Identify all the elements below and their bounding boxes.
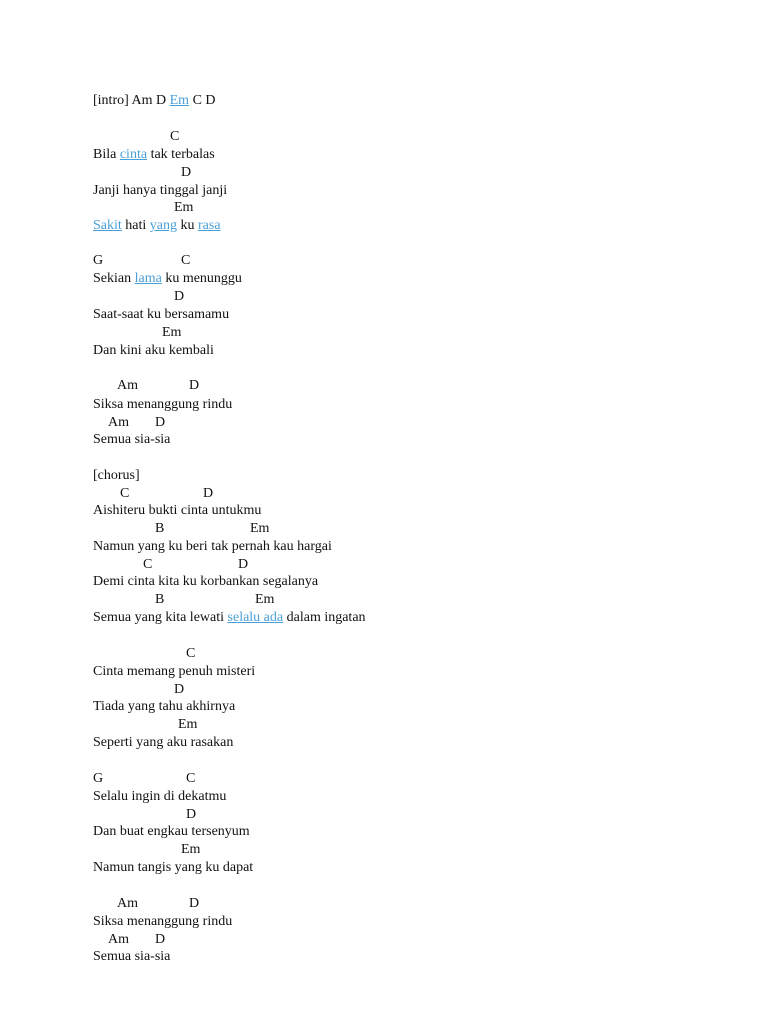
chord-label bbox=[108, 931, 129, 949]
text-segment: Tiada yang tahu akhirnya bbox=[93, 699, 236, 714]
text-segment: Siksa menanggung rindu bbox=[93, 397, 233, 412]
lyric-line bbox=[93, 431, 170, 449]
chord-label bbox=[93, 770, 103, 788]
chord-label bbox=[108, 414, 129, 432]
text-segment: Janji hanya tinggal janji bbox=[93, 183, 228, 198]
chord-label bbox=[93, 252, 103, 270]
chord-label bbox=[155, 414, 165, 432]
inline-link[interactable]: lama bbox=[134, 271, 162, 286]
text-segment: Demi cinta kita ku korbankan segalanya bbox=[93, 574, 319, 589]
text-segment: Em bbox=[250, 521, 270, 536]
chord-label bbox=[189, 377, 199, 395]
text-segment: G bbox=[93, 771, 104, 786]
text-segment: C bbox=[143, 557, 153, 572]
lyric-line bbox=[93, 663, 255, 681]
text-segment: Dan buat engkau tersenyum bbox=[93, 824, 250, 839]
text-segment: Em bbox=[162, 325, 182, 340]
text-segment: G bbox=[93, 253, 104, 268]
text-segment: ku menunggu bbox=[161, 271, 242, 286]
chord-label bbox=[186, 770, 195, 788]
text-segment: D bbox=[203, 486, 214, 501]
lyric-line bbox=[93, 217, 221, 235]
text-segment: D bbox=[155, 932, 166, 947]
text-segment: Selalu ingin di dekatmu bbox=[93, 789, 227, 804]
inline-link[interactable]: Em bbox=[169, 93, 190, 108]
lyric-line bbox=[93, 396, 232, 414]
lyric-line bbox=[93, 948, 170, 966]
text-segment: D bbox=[189, 378, 200, 393]
lyric-line bbox=[93, 270, 242, 288]
lyric-line bbox=[93, 538, 332, 556]
chord-label bbox=[255, 591, 274, 609]
text-segment: Am bbox=[117, 378, 138, 393]
text-segment: C bbox=[170, 129, 180, 144]
chord-label bbox=[203, 485, 213, 503]
text-segment: D bbox=[186, 807, 197, 822]
lyric-line bbox=[93, 859, 253, 877]
chord-label bbox=[117, 377, 138, 395]
text-segment: D bbox=[174, 682, 185, 697]
lyric-line bbox=[93, 306, 229, 324]
text-segment: Semua sia-sia bbox=[93, 432, 171, 447]
text-segment: D bbox=[174, 289, 185, 304]
inline-link[interactable]: Sakit bbox=[93, 218, 122, 233]
chord-label bbox=[170, 128, 179, 146]
lyric-line bbox=[93, 502, 261, 520]
text-segment: B bbox=[155, 592, 165, 607]
text-segment: ku bbox=[177, 218, 198, 233]
text-segment: Em bbox=[181, 842, 201, 857]
chord-label bbox=[117, 895, 138, 913]
chord-label bbox=[189, 895, 199, 913]
inline-link[interactable]: rasa bbox=[198, 218, 221, 233]
chord-label bbox=[162, 324, 181, 342]
chord-label bbox=[120, 485, 129, 503]
chord-label bbox=[178, 716, 197, 734]
lyric-line bbox=[93, 698, 235, 716]
lyric-line bbox=[93, 788, 226, 806]
chord-label bbox=[181, 164, 191, 182]
chord-label bbox=[155, 520, 164, 538]
lyric-line bbox=[93, 734, 233, 752]
text-segment: hati bbox=[121, 218, 150, 233]
text-segment: Bila bbox=[93, 147, 120, 162]
lyric-line bbox=[93, 573, 318, 591]
chord-label bbox=[250, 520, 269, 538]
chord-label bbox=[238, 556, 248, 574]
text-segment: C bbox=[186, 771, 196, 786]
text-segment: Cinta memang penuh misteri bbox=[93, 664, 256, 679]
text-segment: D bbox=[189, 896, 200, 911]
text-segment: Am bbox=[117, 896, 138, 911]
text-segment: Semua sia-sia bbox=[93, 949, 171, 964]
text-segment: D bbox=[155, 415, 166, 430]
text-segment: Saat-saat ku bersamamu bbox=[93, 307, 230, 322]
lyric-line bbox=[93, 342, 214, 360]
text-segment: C bbox=[120, 486, 130, 501]
text-segment: Seperti yang aku rasakan bbox=[93, 735, 234, 750]
chord-label bbox=[181, 841, 200, 859]
chord-label bbox=[174, 199, 193, 217]
chord-label bbox=[155, 591, 164, 609]
lyric-line bbox=[93, 92, 216, 110]
text-segment: D bbox=[238, 557, 249, 572]
text-segment: Namun tangis yang ku dapat bbox=[93, 860, 254, 875]
chord-label bbox=[174, 681, 184, 699]
text-segment: dalam ingatan bbox=[283, 610, 366, 625]
text-segment: D bbox=[181, 165, 192, 180]
chord-label bbox=[181, 252, 190, 270]
lyric-line bbox=[93, 467, 140, 485]
lyric-line bbox=[93, 182, 227, 200]
text-segment: Namun yang ku beri tak pernah kau hargai bbox=[93, 539, 332, 554]
chord-label bbox=[186, 806, 196, 824]
lyric-line bbox=[93, 609, 366, 627]
chord-label bbox=[186, 645, 195, 663]
text-segment: Am bbox=[108, 932, 129, 947]
text-segment: Am bbox=[108, 415, 129, 430]
text-segment: tak terbalas bbox=[147, 147, 215, 162]
text-segment: Em bbox=[255, 592, 275, 607]
text-segment: C bbox=[181, 253, 191, 268]
chord-label bbox=[174, 288, 184, 306]
text-segment: Siksa menanggung rindu bbox=[93, 914, 233, 929]
text-segment: Em bbox=[178, 717, 198, 732]
chord-label bbox=[155, 931, 165, 949]
text-segment: [chorus] bbox=[93, 468, 140, 483]
lyric-line bbox=[93, 146, 215, 164]
inline-link[interactable]: selalu ada bbox=[227, 610, 284, 625]
inline-link[interactable]: yang bbox=[149, 218, 177, 233]
text-segment: B bbox=[155, 521, 165, 536]
text-segment: Aishiteru bukti cinta untukmu bbox=[93, 503, 262, 518]
text-segment: [intro] Am D bbox=[93, 93, 170, 108]
text-segment: Sekian bbox=[93, 271, 135, 286]
inline-link[interactable]: cinta bbox=[119, 147, 148, 162]
text-segment: Semua yang kita lewati bbox=[93, 610, 228, 625]
text-segment: C D bbox=[189, 93, 216, 108]
lyric-line bbox=[93, 823, 250, 841]
chord-label bbox=[143, 556, 152, 574]
lyric-line bbox=[93, 913, 232, 931]
text-segment: C bbox=[186, 646, 196, 661]
text-segment: Dan kini aku kembali bbox=[93, 343, 214, 358]
text-segment: Em bbox=[174, 200, 194, 215]
